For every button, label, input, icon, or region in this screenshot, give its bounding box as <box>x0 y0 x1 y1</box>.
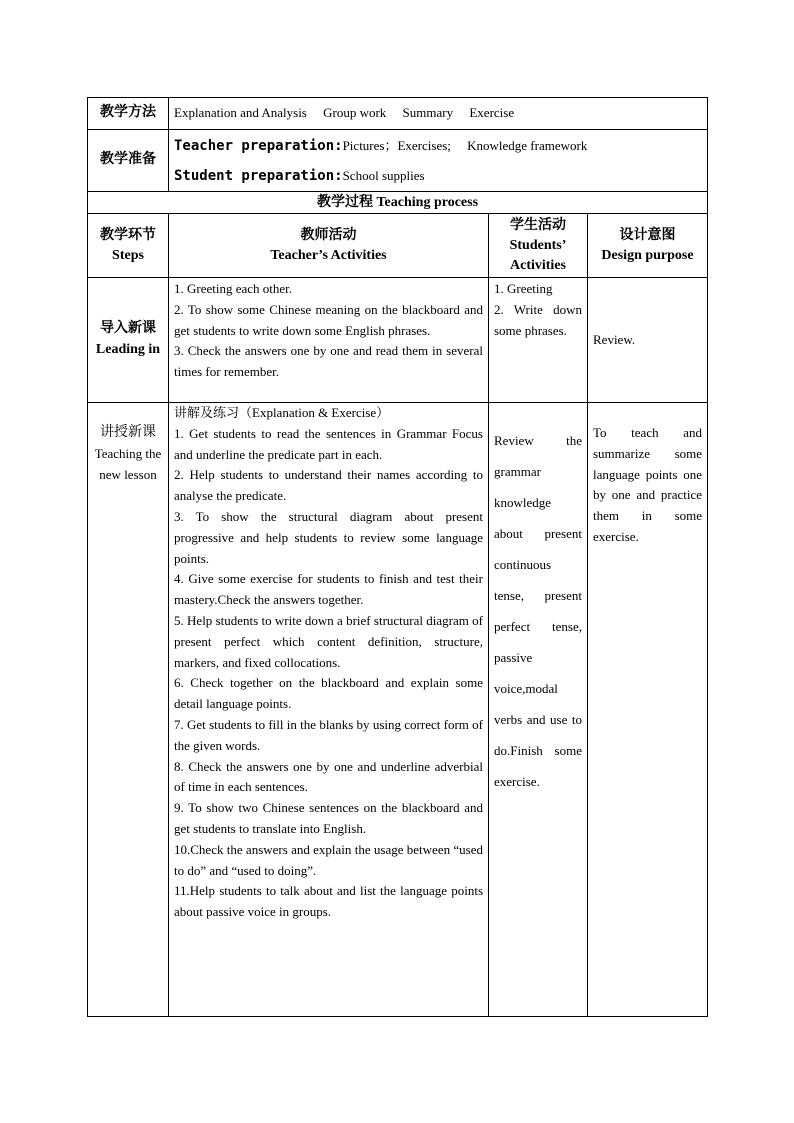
list-item: 11.Help students to talk about and list the language points about passive voice in groups. <box>174 883 483 920</box>
new-lesson-step <box>88 403 169 1017</box>
header-design-en: Design purpose <box>601 247 694 263</box>
new-lesson-teacher <box>169 403 489 1017</box>
process-title: 教学过程 Teaching process <box>88 192 708 214</box>
list-item: 2. To show some Chinese meaning on the blackboard and get students to write down some English phrases. <box>174 301 483 338</box>
leading-in-design: Review. <box>588 278 708 403</box>
teacher-preparation-value: Pictures；Exercises; Knowledge framework <box>342 137 588 153</box>
new-lesson-design <box>588 403 708 1017</box>
method-value: Explanation and Analysis Group work Summary Exercise <box>169 98 708 130</box>
list-item: 1. Greeting <box>494 281 553 296</box>
method-label: 教学方法 <box>88 98 169 130</box>
list-item: 2. Write down some phrases. <box>494 301 582 338</box>
list-item: 3. To show the structural diagram about present progressive and help students to review some language points. <box>174 508 483 566</box>
leading-in-step-en: Leading in <box>95 342 161 357</box>
list-item: 2. Help students to understand their names according to analyse the predicate. <box>174 467 483 504</box>
header-teacher <box>169 214 489 278</box>
list-item: 8. Check the answers one by one and underline adverbial of time in each sentences. <box>174 758 483 795</box>
new-lesson-step-en: Teaching the new lesson <box>94 445 162 482</box>
list-item: 6. Check together on the blackboard and explain some detail language points. <box>174 675 483 712</box>
header-steps-en: Steps <box>112 247 144 263</box>
preparation-label: 教学准备 <box>88 130 169 192</box>
list-item: 1. Get students to read the sentences in Grammar Focus and underline the predicate part in each. <box>174 425 483 462</box>
header-teacher-en: Teacher’s Activities <box>270 247 387 263</box>
list-item: 3. Check the answers one by one and read them in several times for remember. <box>174 343 483 380</box>
new-lesson-step-cn: 讲授新课 <box>100 425 156 440</box>
students-text: Review the grammar knowledge about present continuous tense, present perfect tense, passive voice,modal verbs and use to do.Finish some exercise. <box>494 433 582 789</box>
teacher-preparation-label: Teacher preparation: <box>174 137 343 154</box>
preparation-row <box>88 130 708 192</box>
header-students-cn: 学生活动 <box>510 217 566 233</box>
header-teacher-cn: 教师活动 <box>300 227 357 243</box>
header-students-en: Students’ Activities <box>509 237 567 273</box>
list-item: 5. Help students to write down a brief structural diagram of present perfect which content definition, structure, markers, and fixed collocations. <box>174 612 483 670</box>
list-item: 4. Give some exercise for students to finish and test their mastery.Check the answers together. <box>174 571 483 608</box>
header-steps-cn: 教学环节 <box>100 227 156 243</box>
header-students <box>489 214 588 278</box>
teacher-preparation <box>174 131 702 161</box>
header-design <box>588 214 708 278</box>
leading-in-step <box>88 278 169 403</box>
lesson-plan-table <box>87 97 708 1017</box>
preparation-cell <box>169 130 708 192</box>
method-row <box>88 98 708 130</box>
design-text: To teach and summarize some language points one by one and practice them in some exercise. <box>593 425 703 544</box>
student-preparation-value: School supplies <box>342 167 425 183</box>
header-design-cn: 设计意图 <box>619 227 676 243</box>
student-preparation <box>174 161 702 191</box>
leading-in-students <box>489 278 588 403</box>
leading-in-step-cn: 导入新课 <box>100 321 156 337</box>
section-heading: 讲解及练习（Explanation & Exercise） <box>174 405 390 420</box>
header-row <box>88 214 708 278</box>
leading-in-teacher <box>169 278 489 403</box>
list-item: 1. Greeting each other. <box>174 281 293 296</box>
new-lesson-row <box>88 403 708 1017</box>
process-title-row <box>88 192 708 214</box>
list-item: 7. Get students to fill in the blanks by using correct form of the given words. <box>174 716 483 753</box>
leading-in-row <box>88 278 708 403</box>
list-item: 10.Check the answers and explain the usage between “used to do” and “used to doing”. <box>174 841 483 878</box>
new-lesson-students <box>489 403 588 1017</box>
list-item: 9. To show two Chinese sentences on the blackboard and get students to translate into English. <box>174 800 483 836</box>
header-steps <box>88 214 169 278</box>
student-preparation-label: Student preparation: <box>174 167 343 184</box>
